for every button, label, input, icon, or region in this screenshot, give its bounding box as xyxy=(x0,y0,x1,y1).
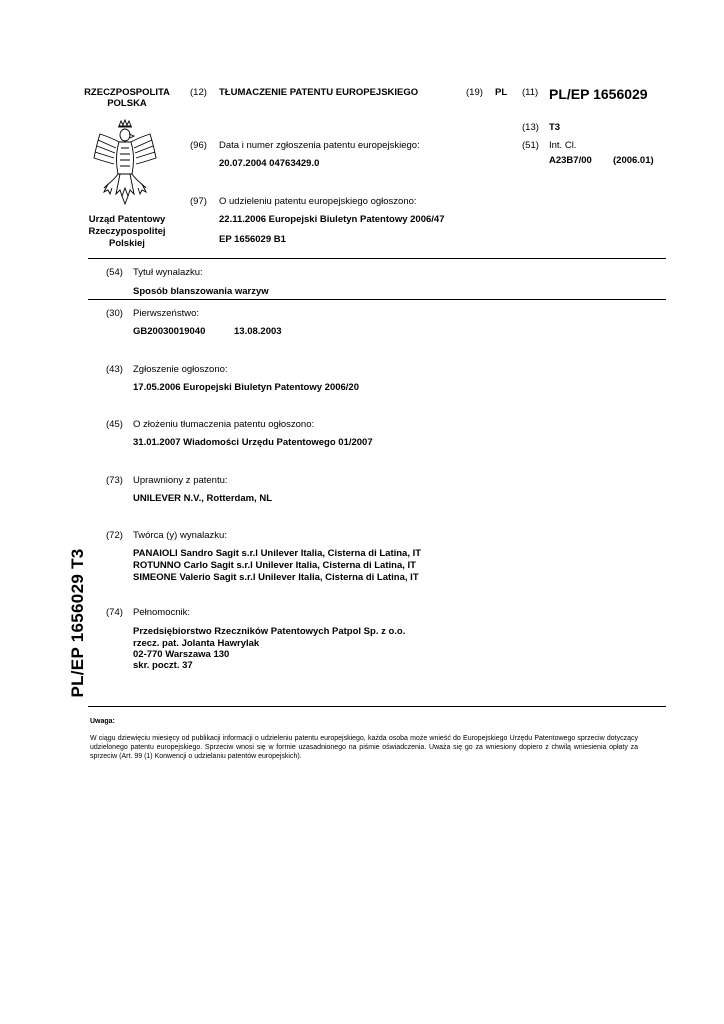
patent-office-line3: Polskiej xyxy=(109,238,145,249)
patent-number: PL/EP 1656029 xyxy=(549,86,648,102)
inventor-line: PANAIOLI Sandro Sagit s.r.l Unilever Italia, Cisterna di Latina, IT xyxy=(133,548,422,559)
translation-value: 31.01.2007 Wiadomości Urzędu Patentowego 01/2007 xyxy=(133,437,373,448)
code-54: (54) xyxy=(106,267,123,278)
code-73: (73) xyxy=(106,475,123,486)
grant-label: O udzieleniu patentu europejskiego ogłoszono: xyxy=(219,196,417,207)
int-cl-label: Int. Cl. xyxy=(549,140,577,151)
code-97: (97) xyxy=(190,196,207,207)
note-title: Uwaga: xyxy=(90,718,115,725)
code-19: (19) xyxy=(466,87,483,98)
code-74: (74) xyxy=(106,607,123,618)
code-51: (51) xyxy=(522,140,539,151)
country-name-line1: RZECZPOSPOLITA xyxy=(84,87,170,98)
country-name-line2: POLSKA xyxy=(107,98,147,109)
polish-eagle-emblem-icon xyxy=(86,118,164,206)
document-kind: T3 xyxy=(549,122,561,133)
patent-office-line1: Urząd Patentowy xyxy=(88,214,166,225)
code-96: (96) xyxy=(190,140,207,151)
inventor-line: SIMEONE Valerio Sagit s.r.l Unilever Italia, Cisterna di Latina, IT xyxy=(133,572,419,583)
attorney-line: 02-770 Warszawa 130 xyxy=(133,649,230,660)
priority-label: Pierwszeństwo: xyxy=(133,308,199,319)
code-43: (43) xyxy=(106,364,123,375)
grant-ep-number: EP 1656029 B1 xyxy=(219,234,286,245)
attorney-line: Przedsiębiorstwo Rzeczników Patentowych Patpol Sp. z o.o. xyxy=(133,626,406,637)
publication-label: Zgłoszenie ogłoszono: xyxy=(133,364,228,375)
code-13: (13) xyxy=(522,122,539,133)
side-patent-label xyxy=(58,548,98,698)
note-text: W ciągu dziewięciu miesięcy od publikacji informacji o udzieleniu patentu europejskiego, każda osoba może wnieść do Europejskiego Urzędu Patentowego sprzeciw dotyczący udzielonego patentu europejskiego. Sprzeciw wnosi się w formie uzasadnionego na piśmie oświadczenia. Uważa się go za wniesiony dopiero z chwilą wniesienia opłaty za sprzeciw (Art. 99 (1) Konwencji o udzielaniu patentów europejskich). xyxy=(90,735,638,760)
country-code: PL xyxy=(495,87,508,98)
inventors-label: Twórca (y) wynalazku: xyxy=(133,530,227,541)
proprietor-label: Uprawniony z patentu: xyxy=(133,475,228,486)
code-72: (72) xyxy=(106,530,123,541)
patent-office-line2: Rzeczypospolitej xyxy=(88,226,166,237)
divider xyxy=(88,706,666,707)
code-12: (12) xyxy=(190,87,207,98)
application-value: 20.07.2004 04763429.0 xyxy=(219,158,320,169)
int-cl-value: A23B7/00 xyxy=(549,155,592,166)
grant-value: 22.11.2006 Europejski Biuletyn Patentowy 2006/47 xyxy=(219,214,445,225)
code-45: (45) xyxy=(106,419,123,430)
proprietor-value: UNILEVER N.V., Rotterdam, NL xyxy=(133,493,273,504)
code-30: (30) xyxy=(106,308,123,319)
publication-value: 17.05.2006 Europejski Biuletyn Patentowy 2006/20 xyxy=(133,382,360,393)
invention-title: Sposób blanszowania warzyw xyxy=(133,286,269,297)
attorney-line: skr. poczt. 37 xyxy=(133,660,193,671)
side-patent-text: PL/EP 1656029 T3 xyxy=(68,548,87,698)
priority-date: 13.08.2003 xyxy=(234,326,282,337)
divider xyxy=(88,258,666,259)
divider xyxy=(88,299,666,300)
int-cl-date: (2006.01) xyxy=(613,155,654,166)
inventor-line: ROTUNNO Carlo Sagit s.r.l Unilever Italia, Cisterna di Latina, IT xyxy=(133,560,416,571)
priority-number: GB20030019040 xyxy=(133,326,206,337)
title-label: Tytuł wynalazku: xyxy=(133,267,203,278)
translation-label: O złożeniu tłumaczenia patentu ogłoszono: xyxy=(133,419,315,430)
code-11: (11) xyxy=(522,87,539,98)
attorney-label: Pełnomocnik: xyxy=(133,607,191,618)
document-type: TŁUMACZENIE PATENTU EUROPEJSKIEGO xyxy=(219,87,419,98)
attorney-line: rzecz. pat. Jolanta Hawrylak xyxy=(133,638,260,649)
application-label: Data i numer zgłoszenia patentu europejskiego: xyxy=(219,140,420,151)
